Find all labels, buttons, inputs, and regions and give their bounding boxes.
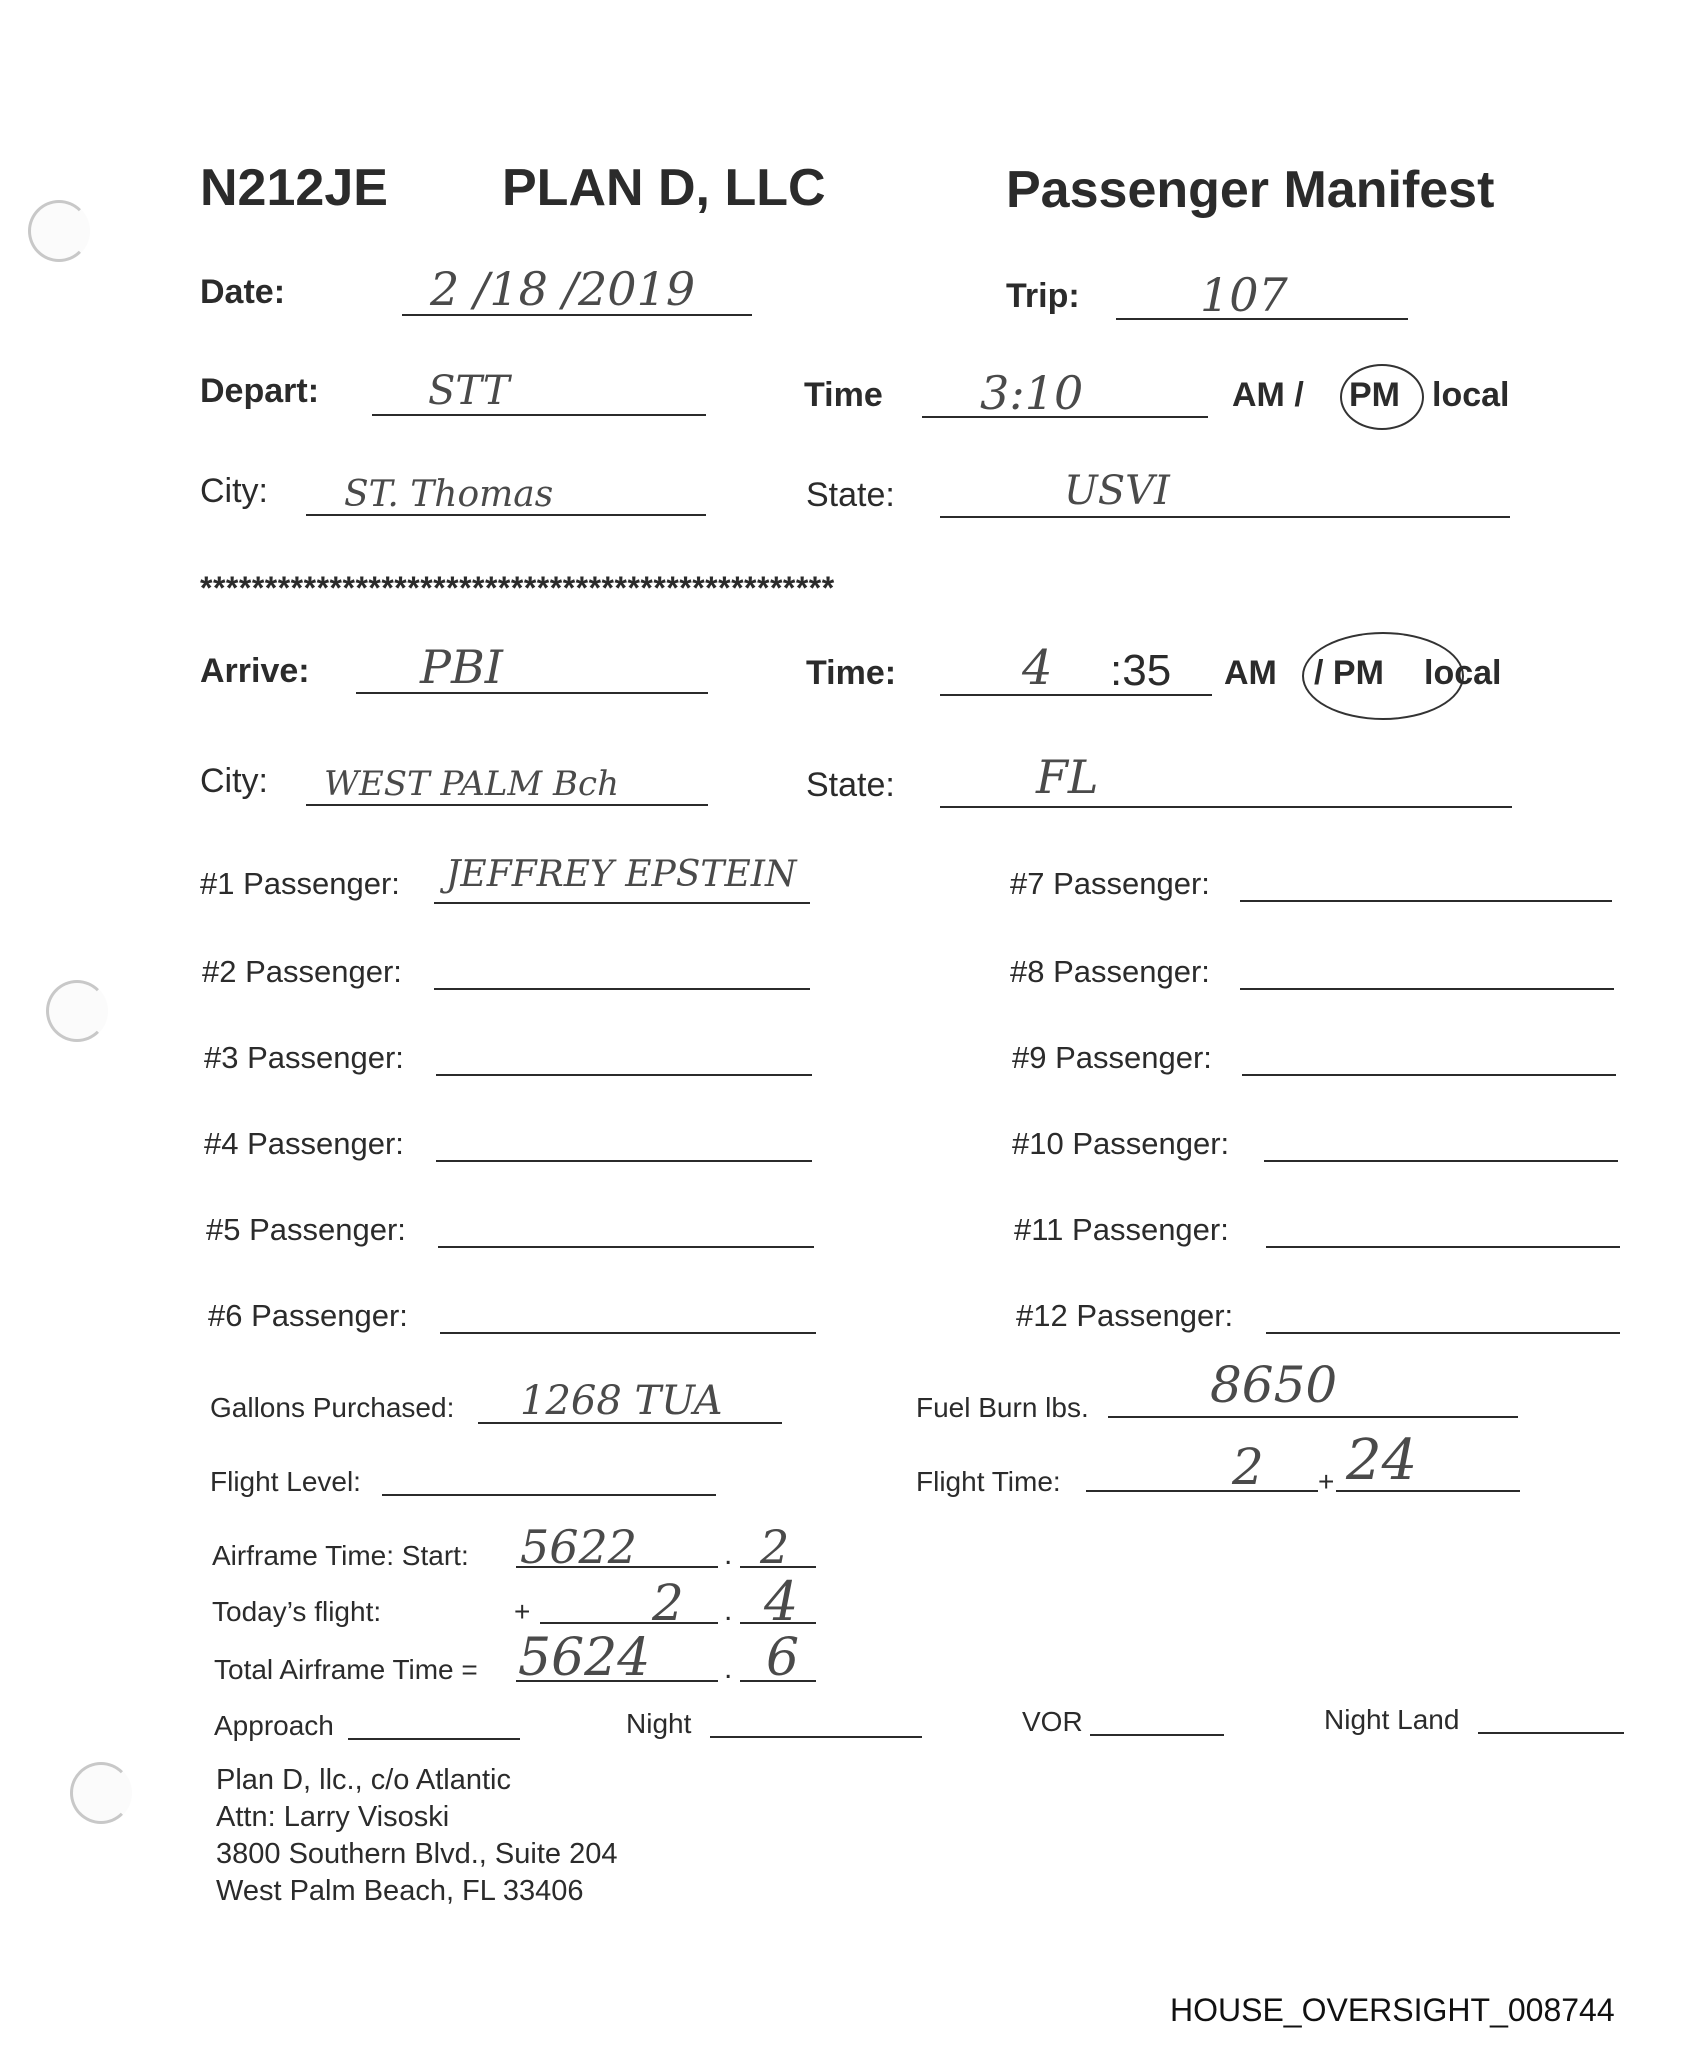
- address-line-3: 3800 Southern Blvd., Suite 204: [216, 1838, 618, 1870]
- airframe-start-label: Airframe Time: Start:: [212, 1540, 469, 1571]
- bates-number: HOUSE_OVERSIGHT_008744: [1170, 1992, 1615, 2028]
- arrive-time-minutes: :35: [1110, 646, 1172, 695]
- passenger-6-label: #6 Passenger:: [208, 1298, 408, 1333]
- arrive-time-label: Time:: [806, 654, 897, 692]
- airframe-start-decimal: 2: [760, 1520, 790, 1574]
- passenger-2-line: [434, 988, 810, 990]
- vor-line: [1090, 1734, 1224, 1736]
- trip-label: Trip:: [1006, 277, 1080, 315]
- arrive-city-line: [306, 804, 708, 806]
- trip-value: 107: [1200, 268, 1288, 322]
- todays-flight-plus: +: [514, 1596, 531, 1627]
- separator-asterisks: *************************************************: [200, 570, 835, 606]
- passenger-4-label: #4 Passenger:: [204, 1126, 404, 1161]
- fuel-burn-line: [1108, 1416, 1518, 1418]
- passenger-8-line: [1240, 988, 1614, 990]
- flight-time-hours-line: [1086, 1490, 1318, 1492]
- arrive-label: Arrive:: [200, 652, 310, 690]
- depart-label: Depart:: [200, 372, 320, 410]
- passenger-1-line: [434, 902, 810, 904]
- todays-flight-line: [540, 1622, 718, 1624]
- todays-flight-decimal: 4: [764, 1570, 799, 1633]
- passenger-9-label: #9 Passenger:: [1012, 1040, 1212, 1075]
- depart-time-value: 3:10: [980, 366, 1084, 420]
- airframe-start-value: 5622: [520, 1520, 638, 1574]
- depart-value: STT: [428, 368, 510, 414]
- gallons-label: Gallons Purchased:: [210, 1392, 455, 1423]
- depart-pm-label: PM: [1349, 376, 1400, 414]
- passenger-12-line: [1266, 1332, 1620, 1334]
- depart-am-label: AM /: [1232, 376, 1304, 414]
- arrive-time-hour: 4: [1022, 640, 1053, 696]
- total-airframe-label: Total Airframe Time =: [214, 1654, 478, 1685]
- approach-label: Approach: [214, 1710, 334, 1741]
- night-label: Night: [626, 1708, 692, 1739]
- address-line-4: West Palm Beach, FL 33406: [216, 1875, 584, 1907]
- passenger-3-line: [436, 1074, 812, 1076]
- depart-state-label: State:: [806, 476, 895, 514]
- binder-hole-bottom: [70, 1762, 132, 1824]
- passenger-11-line: [1266, 1246, 1620, 1248]
- arrive-line: [356, 692, 708, 694]
- depart-line: [372, 414, 706, 416]
- vor-label: VOR: [1022, 1706, 1083, 1737]
- date-label: Date:: [200, 273, 286, 311]
- arrive-city-value: WEST PALM Bch: [324, 764, 619, 804]
- passenger-7-label: #7 Passenger:: [1010, 866, 1210, 901]
- passenger-5-line: [438, 1246, 814, 1248]
- night-line: [710, 1736, 922, 1738]
- arrive-local-label: local: [1424, 654, 1502, 692]
- binder-hole-top: [28, 200, 90, 262]
- passenger-6-line: [440, 1332, 816, 1334]
- todays-flight-label: Today’s flight:: [212, 1596, 382, 1627]
- todays-flight-value: 2: [652, 1574, 684, 1632]
- gallons-value: 1268 TUA: [520, 1378, 723, 1424]
- flight-time-label: Flight Time:: [916, 1466, 1061, 1497]
- total-airframe-dot: .: [724, 1652, 733, 1685]
- todays-flight-dot: .: [724, 1594, 733, 1627]
- arrive-time-line: [940, 694, 1212, 696]
- passenger-10-label: #10 Passenger:: [1012, 1126, 1230, 1161]
- address-line-1: Plan D, llc., c/o Atlantic: [216, 1764, 511, 1796]
- passenger-2-label: #2 Passenger:: [202, 954, 402, 989]
- fuel-burn-value: 8650: [1210, 1356, 1338, 1414]
- depart-city-value: ST. Thomas: [344, 474, 554, 515]
- date-value: 2 /18 /2019: [430, 262, 696, 316]
- night-land-line: [1478, 1732, 1624, 1734]
- passenger-10-line: [1264, 1160, 1618, 1162]
- depart-time-label: Time: [804, 376, 883, 414]
- depart-local-label: local: [1432, 376, 1510, 414]
- passenger-12-label: #12 Passenger:: [1016, 1298, 1234, 1333]
- approach-line: [348, 1738, 520, 1740]
- fuel-burn-label: Fuel Burn lbs.: [916, 1392, 1089, 1423]
- passenger-8-label: #8 Passenger:: [1010, 954, 1210, 989]
- total-airframe-decimal: 6: [766, 1628, 800, 1688]
- company-name: PLAN D, LLC: [502, 159, 826, 217]
- arrive-pm-label: / PM: [1314, 654, 1384, 692]
- passenger-7-line: [1240, 900, 1612, 902]
- depart-state-line: [940, 516, 1510, 518]
- flight-level-line: [382, 1494, 716, 1496]
- depart-city-label: City:: [200, 472, 268, 510]
- passenger-5-label: #5 Passenger:: [206, 1212, 406, 1247]
- passenger-1-label: #1 Passenger:: [200, 866, 400, 901]
- tail-number: N212JE: [200, 159, 388, 217]
- arrive-state-value: FL: [1036, 750, 1099, 804]
- flight-time-minutes: 24: [1346, 1428, 1418, 1493]
- passenger-11-label: #11 Passenger:: [1014, 1212, 1229, 1247]
- passenger-9-line: [1242, 1074, 1616, 1076]
- arrive-state-label: State:: [806, 766, 895, 804]
- arrive-state-line: [940, 806, 1512, 808]
- passenger-4-line: [436, 1160, 812, 1162]
- depart-pm-circle: [1340, 364, 1424, 430]
- airframe-start-dot: .: [724, 1538, 733, 1571]
- address-line-2: Attn: Larry Visoski: [216, 1801, 450, 1833]
- arrive-value: PBI: [420, 640, 503, 694]
- depart-state-value: USVI: [1064, 468, 1170, 514]
- flight-time-plus: +: [1318, 1466, 1335, 1497]
- passenger-3-label: #3 Passenger:: [204, 1040, 404, 1075]
- arrive-am-label: AM: [1224, 654, 1277, 692]
- flight-level-label: Flight Level:: [210, 1466, 361, 1497]
- passenger-1-value: JEFFREY EPSTEIN: [446, 854, 797, 895]
- total-airframe-value: 5624: [518, 1628, 651, 1688]
- flight-time-hours: 2: [1232, 1438, 1264, 1496]
- arrive-city-label: City:: [200, 762, 268, 800]
- night-land-label: Night Land: [1324, 1704, 1460, 1735]
- page-title: Passenger Manifest: [1006, 161, 1495, 219]
- binder-hole-middle: [46, 980, 108, 1042]
